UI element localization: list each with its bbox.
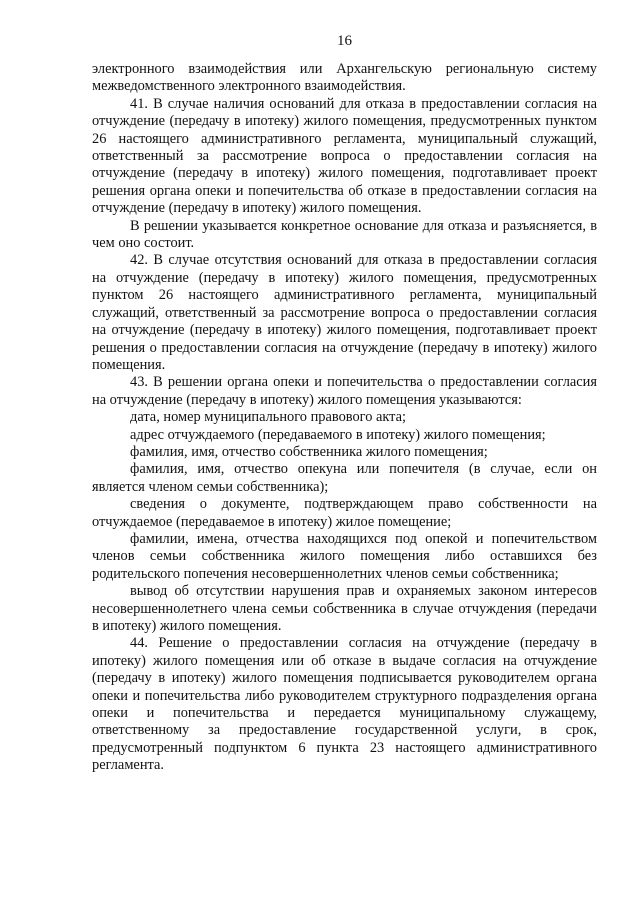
list-item-date: дата, номер муниципального правового акта; — [130, 409, 407, 426]
list-item-owner-name: фамилия, имя, отчество собственника жилого помещения; — [130, 443, 488, 460]
list-item-guardian-name: фамилия, имя, отчество опекуна или попечителя (в случае, если он является членом семьи собственника); — [92, 461, 597, 495]
document-body — [92, 61, 597, 775]
paragraph-41: 41. В случае наличия оснований для отказа в предоставлении согласия на отчуждение (передачу в ипотеку) жилого помещения, предусмотренных пунктом 26 настоящего административного регламента, муниципальный служащий, ответственный за рассмотрение вопроса о предоставлении согласия на отчуждение (передачу в ипотеку) жилого помещения, подготавливает проект решения органа опеки и попечительства об отказе в предоставлении согласия на отчуждение (передачу в ипотеку) жилого помещения. — [92, 95, 597, 217]
paragraph-continuation: электронного взаимодействия или Архангельскую региональную систему межведомственного электронного взаимодействия. — [92, 61, 597, 95]
paragraph-43: 43. В решении органа опеки и попечительства о предоставлении согласия на отчуждение (передачу в ипотеку) жилого помещения указываются: — [92, 374, 597, 408]
paragraph-44: 44. Решение о предоставлении согласия на отчуждение (передачу в ипотеку) жилого помещения или об отказе в выдаче согласия на отчуждение (передачу в ипотеку) жилого помещения подписывается руководителем органа опеки и попечительства либо руководителем структурного подразделения органа опеки и попечительства и передается муниципальному служащему, ответственному за предоставление государственной услуги, в срок, предусмотренный подпунктом 6 пункта 23 настоящего административного регламента. — [92, 635, 597, 774]
paragraph-42: 42. В случае отсутствия оснований для отказа в предоставлении согласия на отчуждение (передачу в ипотеку) жилого помещения, предусмотренных пунктом 26 настоящего административного регламента, муниципальный служащий, ответственный за рассмотрение вопроса о предоставлении согласия на отчуждение (передачу в ипотеку) жилого помещения, подготавливает проект решения о предоставлении согласия на отчуждение (передачу в ипотеку) жилого помещения. — [92, 252, 597, 373]
list-item-conclusion: вывод об отсутствии нарушения прав и охраняемых законом интересов несовершеннолетнего члена семьи собственника в случае отчуждения (передачи в ипотеку) жилого помещения. — [92, 583, 597, 634]
list-item-address: адрес отчуждаемого (передаваемого в ипотеку) жилого помещения; — [130, 426, 546, 443]
page-number: 16 — [337, 33, 352, 49]
list-item-family-members: фамилии, имена, отчества находящихся под опекой и попечительством членов семьи собственника жилого помещения либо оставшихся без родительского попечения несовершеннолетних членов семьи собственника; — [92, 530, 597, 582]
paragraph-41-reason: В решении указывается конкретное основание для отказа и разъясняется, в чем оно состоит. — [92, 217, 597, 252]
list-item-ownership-document: сведения о документе, подтверждающем право собственности на отчуждаемое (передаваемое в ипотеку) жилое помещение; — [92, 496, 597, 530]
